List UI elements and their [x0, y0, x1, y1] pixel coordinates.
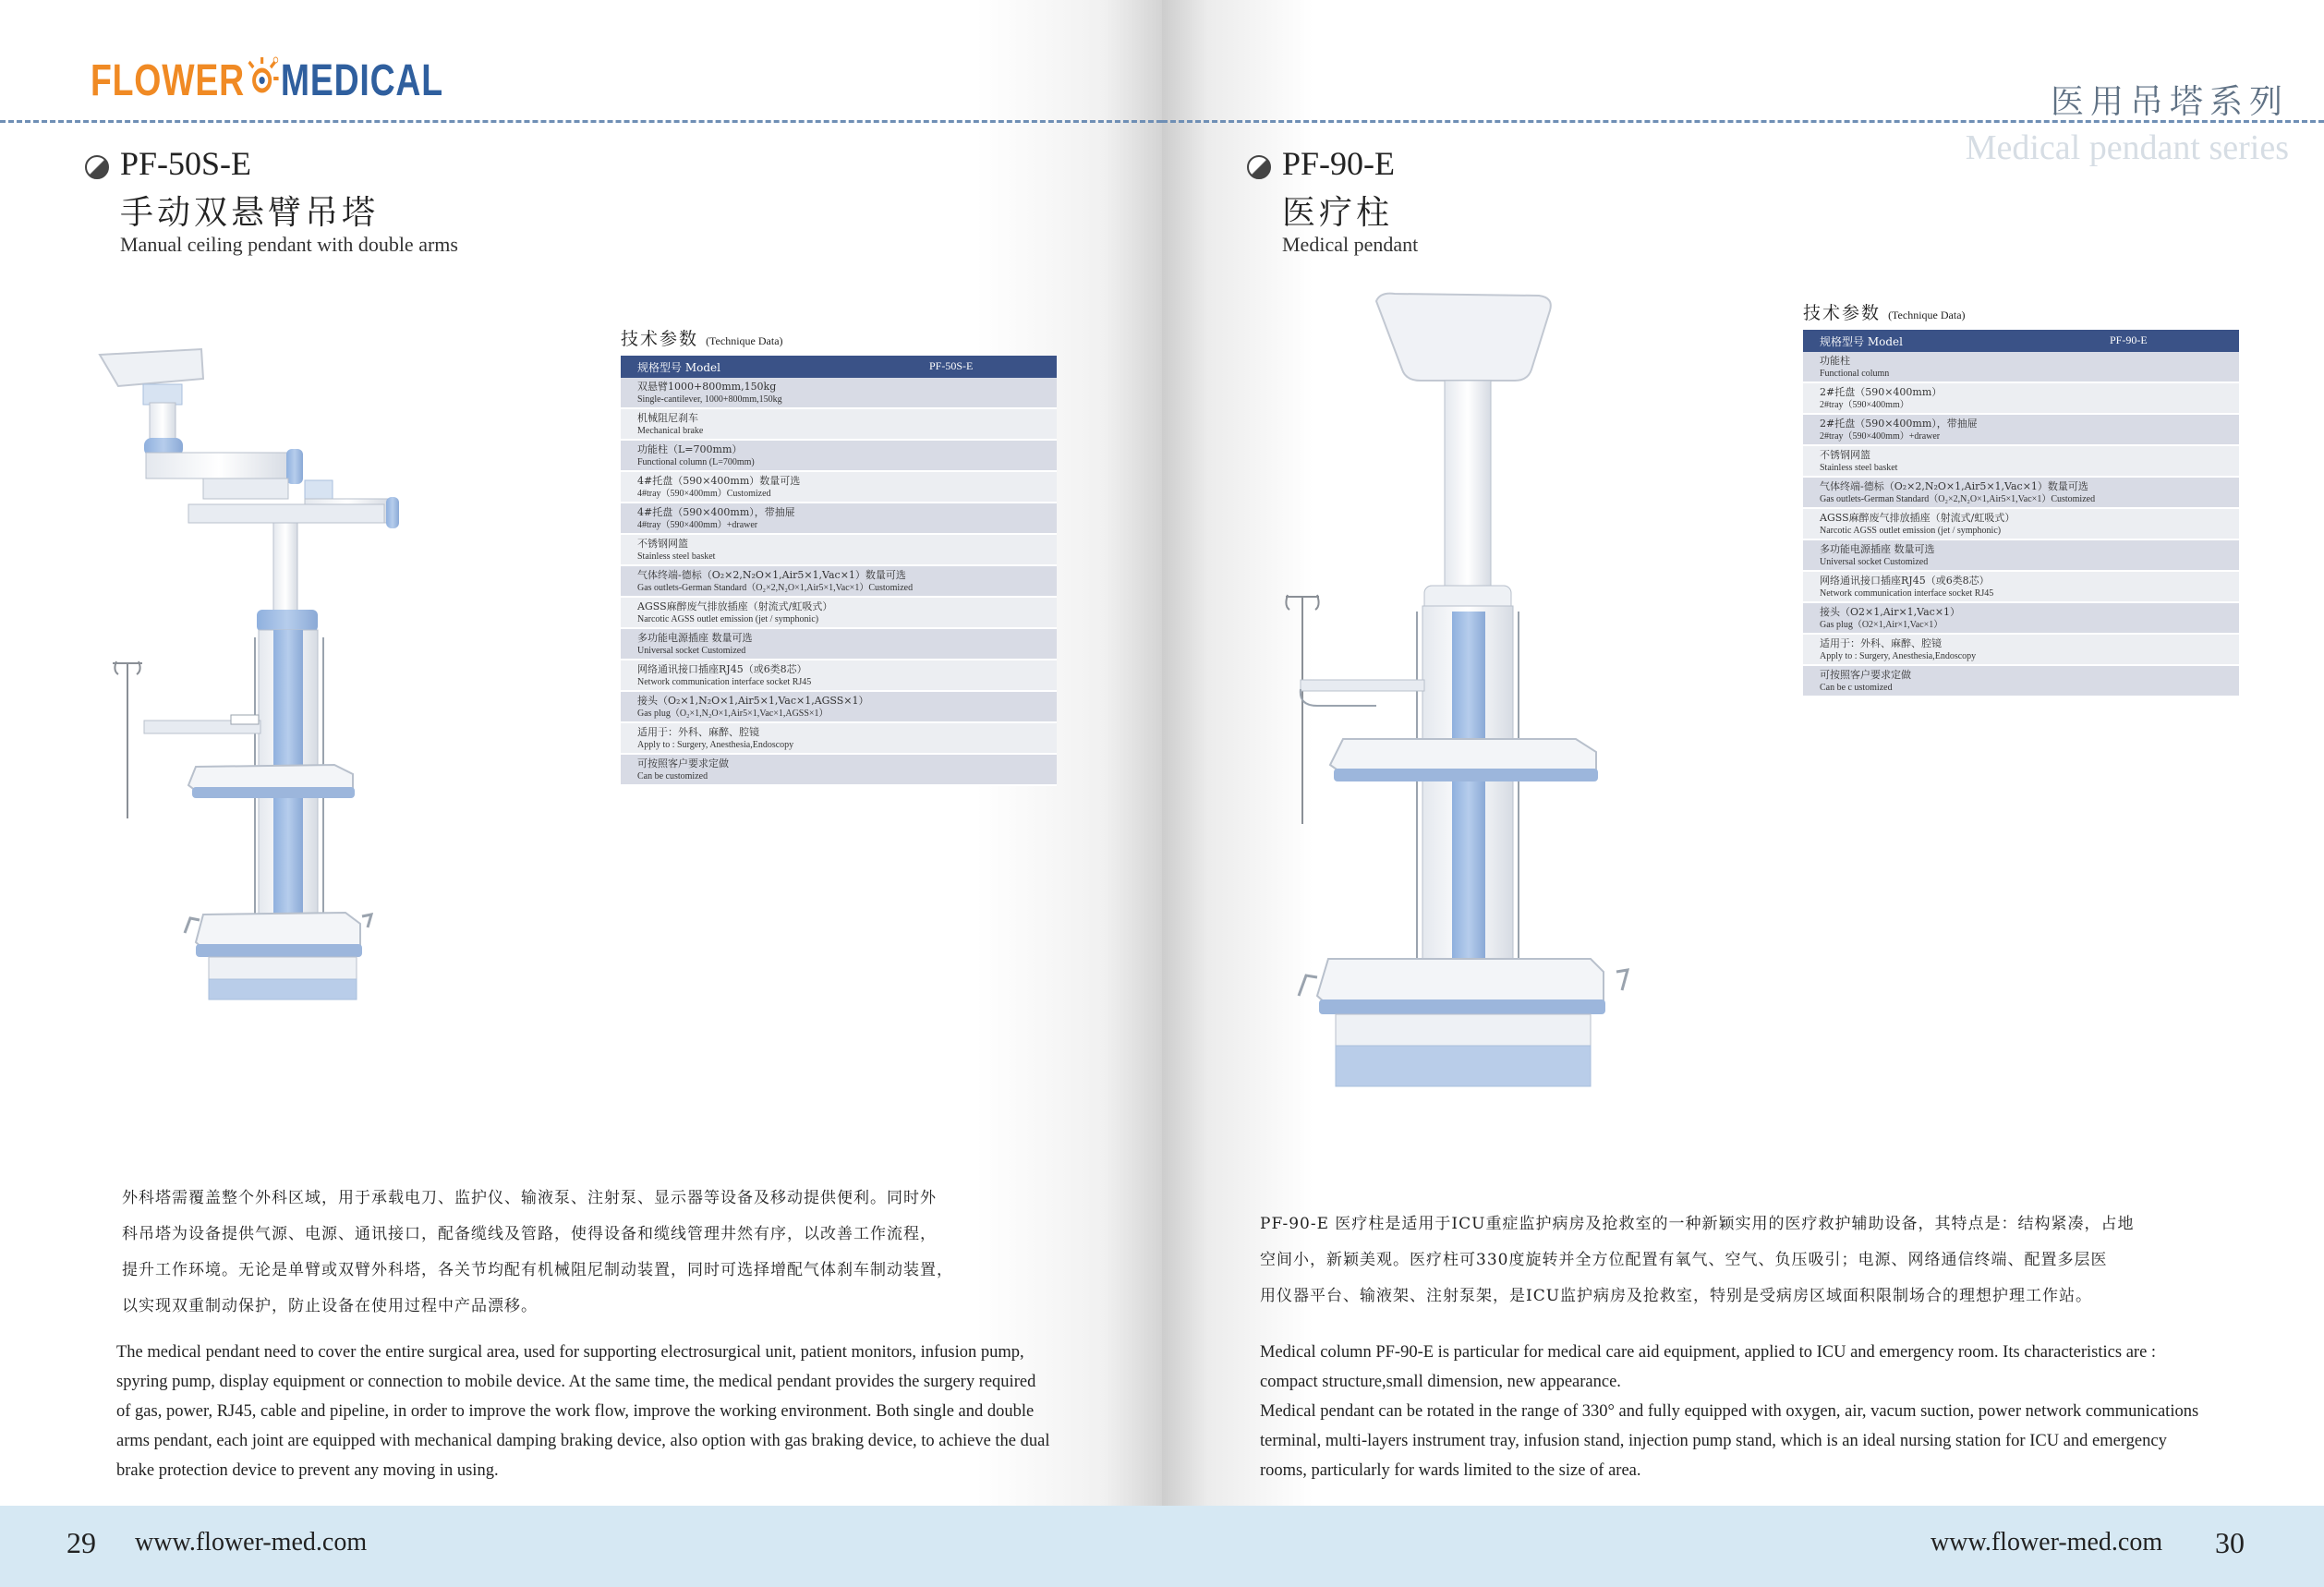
- spec-row-cn: 2#托盘（590×400mm），带抽屉: [1820, 418, 1978, 430]
- header-divider: [0, 120, 1162, 123]
- spec-rows-right: [1803, 352, 2239, 697]
- spec-row-en: 4#tray（590×400mm）+drawer: [637, 520, 758, 530]
- spec-row-cn: 不锈钢网篮: [637, 538, 688, 550]
- model-number: PF-90-E: [1282, 145, 1396, 182]
- description-line: 外科塔需覆盖整个外科区域，用于承载电刀、监护仪、输液泵、注射泵、显示器等设备及移动提供便利。同时外: [122, 1189, 937, 1207]
- right-page: [1162, 0, 2324, 1587]
- spec-row: [1803, 635, 2239, 666]
- spec-row-en: Apply to : Surgery, Anesthesia,Endoscopy: [637, 740, 794, 750]
- spec-row-cn: AGSS麻醉废气排放插座（射流式/虹吸式）: [637, 600, 833, 612]
- spec-header-row: [1803, 330, 2239, 352]
- series-title-cn: 医用吊塔系列: [2050, 83, 2289, 121]
- spec-header-value: PF-90-E: [2110, 333, 2148, 346]
- spec-row-en: Functional column: [1820, 369, 1890, 379]
- spec-row-cn: 机械阻尼刹车: [637, 412, 698, 424]
- description-en-left: [116, 1338, 1049, 1485]
- description-line: PF-90-E 医疗柱是适用于ICU重症监护病房及抢救室的一种新颖实用的医疗救护辅助设备，其特点是：结构紧凑，占地: [1260, 1215, 2135, 1233]
- spec-header-value: PF-50S-E: [929, 359, 974, 372]
- spec-row-en: Gas outlets-German Standard（O₂×2,N₂O×1,Air5×1,Vac×1）Customized: [637, 583, 914, 593]
- spec-title-cn: 技术参数: [621, 329, 699, 349]
- spec-row: [1803, 415, 2239, 446]
- spec-row: [1803, 603, 2239, 635]
- product-name-en: Medical pendant: [1282, 233, 1419, 256]
- logo-text-flower: FLOWER: [91, 56, 245, 105]
- spec-row-en: Universal socket Customized: [1820, 557, 1929, 567]
- website-url[interactable]: www.flower-med.com: [1931, 1528, 2163, 1557]
- description-line: 以实现双重制动保护，防止设备在使用过程中产品漂移。: [122, 1297, 538, 1315]
- spec-row-en: 4#tray（590×400mm）Customized: [637, 489, 771, 499]
- spec-row-en: 2#tray（590×400mm）+drawer: [1820, 431, 1941, 442]
- spec-row-en: Network communication interface socket RJ45: [1820, 588, 1994, 599]
- spec-row: [1803, 478, 2239, 509]
- spec-row: [1803, 666, 2239, 697]
- spec-row-en: Can be customized: [637, 771, 708, 781]
- spec-row: [621, 378, 1057, 409]
- website-url[interactable]: www.flower-med.com: [135, 1528, 368, 1557]
- sun-logo-icon: [246, 56, 279, 101]
- section-bullet-icon: [85, 155, 109, 179]
- spec-row-cn: 功能柱: [1820, 355, 1850, 367]
- spec-row-cn: 4#托盘（590×400mm），带抽屉: [637, 506, 795, 518]
- medical-column-image: [1265, 292, 1635, 1123]
- spec-row: [621, 755, 1057, 786]
- description-line: The medical pendant need to cover the entire surgical area, used for supporting electrosurgical unit, patient monitors, infusion pump,: [116, 1343, 1024, 1362]
- description-line: Medical column PF-90-E is particular for medical care aid equipment, applied to ICU and emergency room. Its characteristics are :: [1260, 1343, 2157, 1362]
- description-en-right: [1260, 1338, 2198, 1485]
- spec-row-en: Universal socket Customized: [637, 646, 746, 656]
- spec-title: [621, 325, 1057, 350]
- spec-row-en: Apply to : Surgery, Anesthesia,Endoscopy: [1820, 651, 1977, 661]
- spec-title-cn: 技术参数: [1803, 303, 1882, 323]
- spec-row: [621, 503, 1057, 535]
- spec-row-en: Can be c ustomized: [1820, 683, 1893, 693]
- spec-title-en: (Technique Data): [1888, 309, 1966, 321]
- spec-row-en: Stainless steel basket: [1820, 463, 1898, 473]
- spec-row-cn: 网络通讯接口插座RJ45（或6类8芯）: [1820, 575, 1990, 587]
- spec-row: [621, 409, 1057, 441]
- spec-table-left: [621, 325, 1057, 786]
- page-number: 30: [2215, 1526, 2245, 1559]
- product-name-cn: 医疗柱: [1282, 194, 1394, 232]
- spec-table-right: [1803, 299, 2239, 697]
- spec-row-cn: 可按照客户要求定做: [1820, 669, 1911, 681]
- section-bullet-icon: [1247, 155, 1271, 179]
- spec-row: [1803, 446, 2239, 478]
- spec-row-en: Gas outlets-German Standard（O₂×2,N₂O×1,Air5×1,Vac×1）Customized: [1820, 494, 2096, 504]
- description-cn-right: [1260, 1206, 2134, 1314]
- description-line: 提升工作环境。无论是单臂或双臂外科塔，各关节均配有机械阻尼制动装置，同时可选择增配气体刹车制动装置，: [122, 1261, 953, 1279]
- spec-row-cn: 双悬臂1000+800mm,150kg: [637, 381, 777, 393]
- spec-header-row: [621, 356, 1057, 378]
- logo-text-medical: MEDICAL: [280, 56, 443, 105]
- spec-row: [1803, 540, 2239, 572]
- product-name-cn: 手动双悬臂吊塔: [120, 194, 380, 232]
- description-line: 空间小，新颖美观。医疗柱可330度旋转并全方位配置有氧气、空气、负压吸引；电源、网络通信终端、配置多层医: [1260, 1251, 2108, 1269]
- description-line: terminal, multi-layers instrument tray, infusion stand, injection pump stand, which is an ideal nursing station for ICU and emergency: [1260, 1432, 2167, 1450]
- spec-row: [621, 472, 1057, 503]
- spec-row-cn: 接头（O₂×1,N₂O×1,Air5×1,Vac×1,AGSS×1）: [637, 695, 869, 707]
- spec-row-cn: 多功能电源插座 数量可选: [637, 632, 753, 644]
- description-line: brake protection device to prevent any moving in using.: [116, 1461, 499, 1480]
- spec-row-cn: 网络通讯接口插座RJ45（或6类8芯）: [637, 663, 807, 675]
- spec-row: [621, 566, 1057, 598]
- spec-row-cn: 接头（O2×1,Air×1,Vac×1）: [1820, 606, 1961, 618]
- description-line: rooms, particularly for wards limited to the size of area.: [1260, 1461, 1641, 1480]
- spec-row-cn: 功能柱（L=700mm）: [637, 443, 743, 455]
- flower-medical-logo: [91, 55, 443, 106]
- spec-row-cn: 适用于：外科、麻醉、腔镜: [637, 726, 759, 738]
- spec-row-en: Stainless steel basket: [637, 551, 716, 562]
- spec-title: [1803, 299, 2239, 324]
- description-line: 用仪器平台、输液架、注射泵架，是ICU监护病房及抢救室，特别是受病房区域面积限制场合的理想护理工作站。: [1260, 1287, 2093, 1305]
- series-title-en: Medical pendant series: [1965, 128, 2289, 167]
- spec-row: [621, 660, 1057, 692]
- double-arm-pendant-image: [92, 342, 573, 1025]
- product-name-en: Manual ceiling pendant with double arms: [120, 233, 458, 256]
- spec-row-en: Functional column (L=700mm): [637, 457, 755, 467]
- description-line: spyring pump, display equipment or connection to mobile device. At the same time, the medical pendant provides the surgery required: [116, 1373, 1036, 1391]
- spec-row-cn: AGSS麻醉废气排放插座（射流式/虹吸式）: [1820, 512, 2015, 524]
- description-line: arms pendant, each joint are equipped with mechanical damping braking device, also option with gas braking device, to achieve the dual: [116, 1432, 1050, 1450]
- spec-row: [1803, 509, 2239, 540]
- spec-row-en: Mechanical brake: [637, 426, 704, 436]
- spec-row-en: Narcotic AGSS outlet emission (jet / symphonic): [1820, 526, 2002, 536]
- spec-row-en: 2#tray（590×400mm）: [1820, 400, 1909, 410]
- description-line: of gas, power, RJ45, cable and pipeline, in order to improve the work flow, improve the working environment. Both single and double: [116, 1402, 1035, 1421]
- spec-rows-left: [621, 378, 1057, 786]
- spec-row-en: Gas plug（O₂×1,N₂O×1,Air5×1,Vac×1,AGSS×1）: [637, 709, 829, 719]
- spec-row: [621, 441, 1057, 472]
- description-line: 科吊塔为设备提供气源、电源、通讯接口，配备缆线及管路，使得设备和缆线管理井然有序，以改善工作流程，: [122, 1225, 937, 1243]
- spec-row-cn: 多功能电源插座 数量可选: [1820, 543, 1935, 555]
- description-line: Medical pendant can be rotated in the range of 330° and fully equipped with oxygen, air, vacum suction, power network communications: [1260, 1402, 2199, 1421]
- spec-row-en: Network communication interface socket RJ45: [637, 677, 812, 687]
- spec-row: [621, 535, 1057, 566]
- spec-header-label: 规格型号 Model: [637, 361, 720, 374]
- spec-row: [1803, 572, 2239, 603]
- spec-row: [621, 629, 1057, 660]
- spec-title-en: (Technique Data): [706, 334, 783, 347]
- spec-row-cn: 气体终端-德标（O₂×2,N₂O×1,Air5×1,Vac×1）数量可选: [1820, 480, 2088, 492]
- spec-row-cn: 2#托盘（590×400mm）: [1820, 386, 1943, 398]
- spec-row: [621, 723, 1057, 755]
- description-cn-left: [122, 1181, 953, 1325]
- spec-row: [621, 598, 1057, 629]
- spec-row-cn: 不锈钢网篮: [1820, 449, 1870, 461]
- page-number: 29: [67, 1526, 96, 1559]
- spec-row-cn: 4#托盘（590×400mm）数量可选: [637, 475, 801, 487]
- description-line: compact structure,small dimension, new appearance.: [1260, 1373, 1621, 1391]
- spec-row: [1803, 352, 2239, 383]
- spec-row: [621, 692, 1057, 723]
- spec-row-cn: 可按照客户要求定做: [637, 757, 729, 769]
- model-number: PF-50S-E: [120, 145, 252, 182]
- spec-row-en: Single-cantilever, 1000+800mm,150kg: [637, 394, 782, 405]
- spec-header-label: 规格型号 Model: [1820, 335, 1903, 348]
- spec-row-cn: 适用于：外科、麻醉、腔镜: [1820, 637, 1942, 649]
- spec-row: [1803, 383, 2239, 415]
- spec-row-cn: 气体终端-德标（O₂×2,N₂O×1,Air5×1,Vac×1）数量可选: [637, 569, 906, 581]
- spec-row-en: Gas plug（O2×1,Air×1,Vac×1）: [1820, 620, 1943, 630]
- spec-row-en: Narcotic AGSS outlet emission (jet / symphonic): [637, 614, 819, 624]
